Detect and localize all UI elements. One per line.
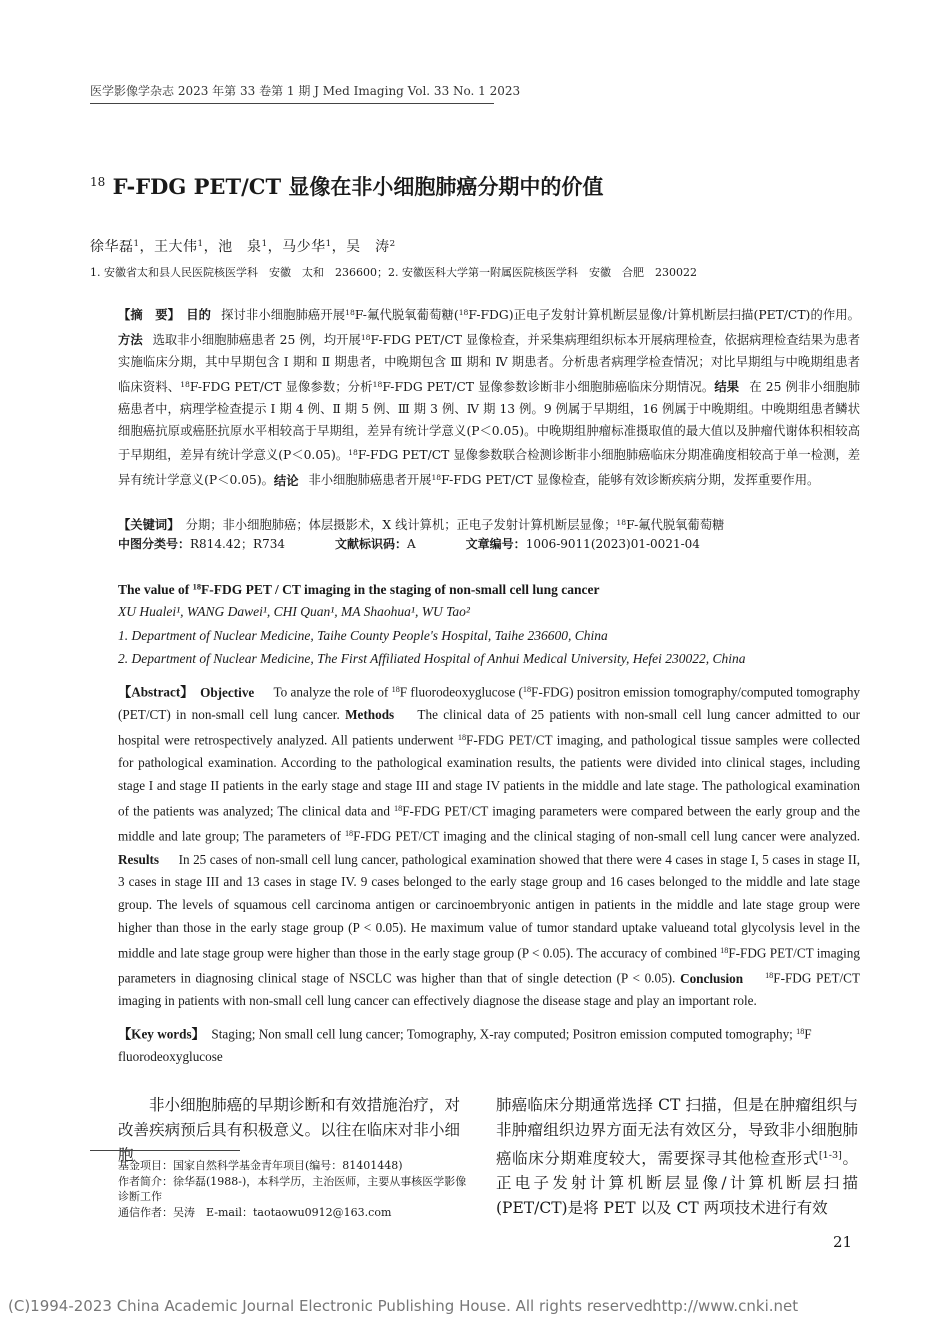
- body-text: 。正电子发射计算机断层显像/计算机断层扫描(PET/CT)是将 PET 以及 CT 两项技术进行有效: [496, 1149, 858, 1218]
- clc-value: R814.42；R734: [190, 537, 285, 551]
- isotope-sup: 18: [391, 685, 400, 694]
- author-affil-sup: 1: [197, 239, 204, 250]
- english-affiliation-1: 1. Department of Nuclear Medicine, Taihe County People's Hospital, Taihe 236600, China: [118, 628, 608, 643]
- abstract-text: F-FDG)正电子发射计算机断层显像/计算机断层扫描(PET/CT)的作用。: [468, 308, 860, 323]
- chinese-abstract: [118, 302, 860, 492]
- objective-label: 目的: [186, 307, 212, 323]
- author-affil-sup: 1: [133, 239, 140, 250]
- abstract-text: F-FDG PET/CT 显像参数；分析: [189, 379, 373, 394]
- classification-line: [118, 535, 860, 552]
- isotope-sup: 18: [796, 1027, 805, 1036]
- objective-label: Objective: [200, 684, 255, 700]
- isotope-sup: 18: [720, 945, 729, 955]
- abstract-text: F-FDG PET/CT imaging parameters were compared between the early group and the middle and late group; The parameters of: [118, 803, 860, 844]
- page-number: 21: [833, 1233, 853, 1251]
- english-keywords: [118, 1021, 860, 1069]
- author-affil-sup: 1: [261, 239, 268, 250]
- isotope-sup: 18: [458, 308, 469, 317]
- english-affiliation-2: 2. Department of Nuclear Medicine, The First Affiliated Hospital of Anhui Medical University, Hefei 230022, China: [118, 651, 746, 666]
- isotope-sup: 18: [348, 448, 358, 458]
- results-label: Results: [118, 851, 160, 867]
- abstract-text: F-氟代脱氧葡萄糖(: [354, 308, 459, 323]
- author-bio-note: 作者简介：徐华磊(1988-)，本科学历，主治医师，主要从事核医学影像诊断工作: [118, 1174, 467, 1203]
- isotope-sup: 18: [522, 685, 532, 694]
- title-superscript: 18: [90, 175, 106, 189]
- abstract-text: F-FDG PET/CT imaging and the clinical staging of non-small cell lung cancer were analyzed.: [353, 828, 860, 844]
- author-name: 马少华: [282, 239, 326, 255]
- en-title-text: The value of: [118, 582, 193, 597]
- english-abstract: [118, 679, 860, 1013]
- header-rule: [90, 103, 494, 104]
- isotope-sup: 18: [765, 971, 774, 981]
- clc-label: 中图分类号：: [118, 537, 191, 551]
- isotope-sup: 18: [457, 733, 467, 743]
- conclusion-label: Conclusion: [680, 970, 744, 986]
- running-head: 医学影像学杂志 2023 年第 33 卷第 1 期 J Med Imaging Vol. 33 No. 1 2023: [90, 84, 521, 98]
- english-authors: XU Hualei¹, WANG Dawei¹, CHI Quan¹, MA Shaohua¹, WU Tao²: [118, 604, 470, 619]
- author-list: 徐华磊$^1$，王大伟$^1$，池 泉$^1$，马少华$^1$，吴 涛$^2$: [90, 239, 396, 255]
- keywords-tag: 【关键词】: [118, 517, 174, 533]
- footnote-rule: [90, 1150, 240, 1151]
- doc-code-value: A: [407, 537, 416, 551]
- abstract-text: F-FDG PET/CT imaging, and pathological tissue samples were collected for pathological examination. According to the pathological examination results, the patients were divided into clinical stages, including stage I and stage II patients in the early stage and stage III and stage IV patients in the middle and late stage. The pathological examination of the patients was analyzed; The clinical data and: [118, 732, 860, 819]
- copyright-watermark: (C)1994-2023 China Academic Journal Electronic Publishing House. All rights reserved.: [8, 1297, 658, 1315]
- abstract-text: The clinical data of 25 patients with non-small cell lung cancer admitted to our hospital were retrospectively analyzed. All patients underwent: [118, 707, 861, 748]
- footnotes: [90, 1158, 470, 1220]
- abstract-text: F-FDG PET/CT imaging in patients with non-small cell lung cancer can effectively diagnose the disease stage and play an important role.: [118, 970, 861, 1009]
- affiliations: 1. 安徽省太和县人民医院核医学科 安徽 太和 236600；2. 安徽医科大学第一附属医院核医学科 安徽 合肥 230022: [90, 266, 697, 279]
- isotope-sup: 18: [345, 308, 355, 317]
- methods-label: Methods: [345, 707, 395, 723]
- en-title-text: F-FDG PET / CT imaging in the staging of non-small cell lung cancer: [201, 582, 600, 597]
- funding-note: 基金项目：国家自然科学基金青年项目(编号：81401448): [118, 1159, 403, 1172]
- abstract-text: 探讨非小细胞肺癌开展: [221, 308, 346, 323]
- isotope-sup: 18: [192, 582, 201, 592]
- article-no-label: 文章编号：: [465, 537, 526, 551]
- abstract-text: F-FDG PET/CT 显像参数联合检测诊断非小细胞肺癌临床分期准确度相较高于单一检测，差异有统计学意义(P＜0.05)。: [118, 448, 861, 488]
- abstract-text: F fluorodeoxyglucose (: [399, 684, 523, 700]
- english-title: [118, 582, 860, 598]
- isotope-sup: 18: [344, 829, 354, 839]
- abstract-tag: 【摘 要】: [118, 307, 174, 323]
- doc-code-label: 文献标识码：: [334, 537, 407, 551]
- abstract-text: F-FDG PET/CT 显像检查，并采集病理组织标本开展病理检查，依据病理检查结果为患者实施临床分期，其中早期包含 Ⅰ 期和 Ⅱ 期患者，中晚期包含 Ⅲ 期和 Ⅳ 期患者。分析患者病理学检查情况；对比早期组与中晚期组患者临床资料、: [118, 333, 861, 394]
- abstract-text: 选取非小细胞肺癌患者 25 例，均开展: [152, 333, 361, 348]
- title-text: F-FDG PET/CT 显像在非小细胞肺癌分期中的价值: [112, 174, 604, 199]
- author-name: 吴 涛: [346, 239, 390, 255]
- cnki-url-watermark: http://www.cnki.net: [652, 1297, 799, 1315]
- abstract-tag: 【Abstract】: [118, 684, 187, 700]
- isotope-sup: 18: [180, 379, 190, 389]
- isotope-sup: 18: [431, 473, 442, 483]
- author-affil-sup: 2: [389, 239, 396, 250]
- article-no-value: 1006-9011(2023)01-0021-04: [525, 537, 700, 551]
- isotope-sup: 18: [394, 803, 403, 813]
- body-text: 肺癌临床分期通常选择 CT 扫描，但是在肿瘤组织与非肿瘤组织边界方面无法有效区分，导致非小细胞肺癌临床分期难度较大，需要探寻其他检查形式: [496, 1096, 858, 1168]
- author-affil-sup: 1: [325, 239, 332, 250]
- citation-ref: [1-3]: [818, 1150, 842, 1161]
- keywords-text: 分期；非小细胞肺癌；体层摄影术，X 线计算机；正电子发射计算机断层显像；: [185, 518, 617, 533]
- author-name: 徐华磊: [90, 239, 134, 255]
- abstract-text: 在 25 例非小细胞肺癌患者中，病理学检查提示 Ⅰ 期 4 例、Ⅱ 期 5 例、Ⅲ 期 3 例、Ⅳ 期 13 例。9 例属于早期组，16 例属于中晚期组。中晚期组患者鳞状细胞癌抗原或癌胚抗原水平相较高于早期组，差异有统计学意义(P＜0.05)。中晚期组肿瘤标准摄取值的最大值以及肿瘤代谢体积相较高于早期组，差异有统计学意义(P＜0.05)。: [118, 379, 861, 463]
- isotope-sup: 18: [616, 518, 627, 527]
- keywords-text: Staging; Non small cell lung cancer; Tomography, X-ray computed; Positron emission computed tomography;: [211, 1026, 797, 1042]
- abstract-text: In 25 cases of non-small cell lung cancer, pathological examination showed that there were 4 cases in stage I, 5 cases in stage II, 3 cases in stage III and 13 cases in stage IV. 9 cases belonged to the early stage group and 16 cases belonged to the middle and late stage group. The levels of squamous cell carcinoma antigen or carcinoembryonic antigen in patients in the middle and late stage group were higher than those in the early stage group (P < 0.05). He maximum value of tumor standard uptake valueand total glycolysis level in the middle and late stage group were higher than those in the early stage group (P < 0.05). The accuracy of combined: [118, 851, 861, 961]
- corresponding-author-note: 通信作者：吴涛 E-mail：taotaowu0912@163.com: [118, 1205, 392, 1219]
- article-title: [90, 171, 603, 201]
- body-text-left-column: 非小细胞肺癌的早期诊断和有效措施治疗，对改善疾病预后具有积极意义。以往在临床对非小细胞: [118, 1096, 460, 1164]
- conclusion-label: 结论: [273, 472, 299, 488]
- results-label: 结果: [714, 378, 740, 394]
- isotope-sup: 18: [372, 379, 383, 389]
- abstract-text: F-FDG) positron emission tomography/computed tomography (PET/CT) in non-small cell lung cancer.: [118, 684, 861, 723]
- isotope-sup: 18: [360, 332, 371, 342]
- keywords-text: F fluorodeoxyglucose: [118, 1026, 812, 1065]
- abstract-text: 非小细胞肺癌患者开展: [308, 473, 432, 488]
- abstract-text: F-FDG PET/CT 显像参数诊断非小细胞肺癌临床分期情况。: [382, 379, 715, 394]
- body-text-right-column: [496, 1093, 858, 1221]
- chinese-keywords: [118, 512, 860, 536]
- author-name: 王大伟: [154, 239, 198, 255]
- keywords-text: F-氟代脱氧葡萄糖: [626, 518, 725, 533]
- methods-label: 方法: [118, 332, 143, 348]
- keywords-tag: 【Key words】: [118, 1026, 199, 1042]
- abstract-text: F-FDG PET/CT imaging parameters in diagnosing clinical stage of NSCLC was higher than that of single detection (P < 0.05).: [118, 945, 860, 986]
- author-name: 池 泉: [218, 239, 262, 255]
- abstract-text: To analyze the role of: [273, 684, 392, 700]
- abstract-text: F-FDG PET/CT 显像检查，能够有效诊断疾病分期，发挥重要作用。: [441, 473, 820, 488]
